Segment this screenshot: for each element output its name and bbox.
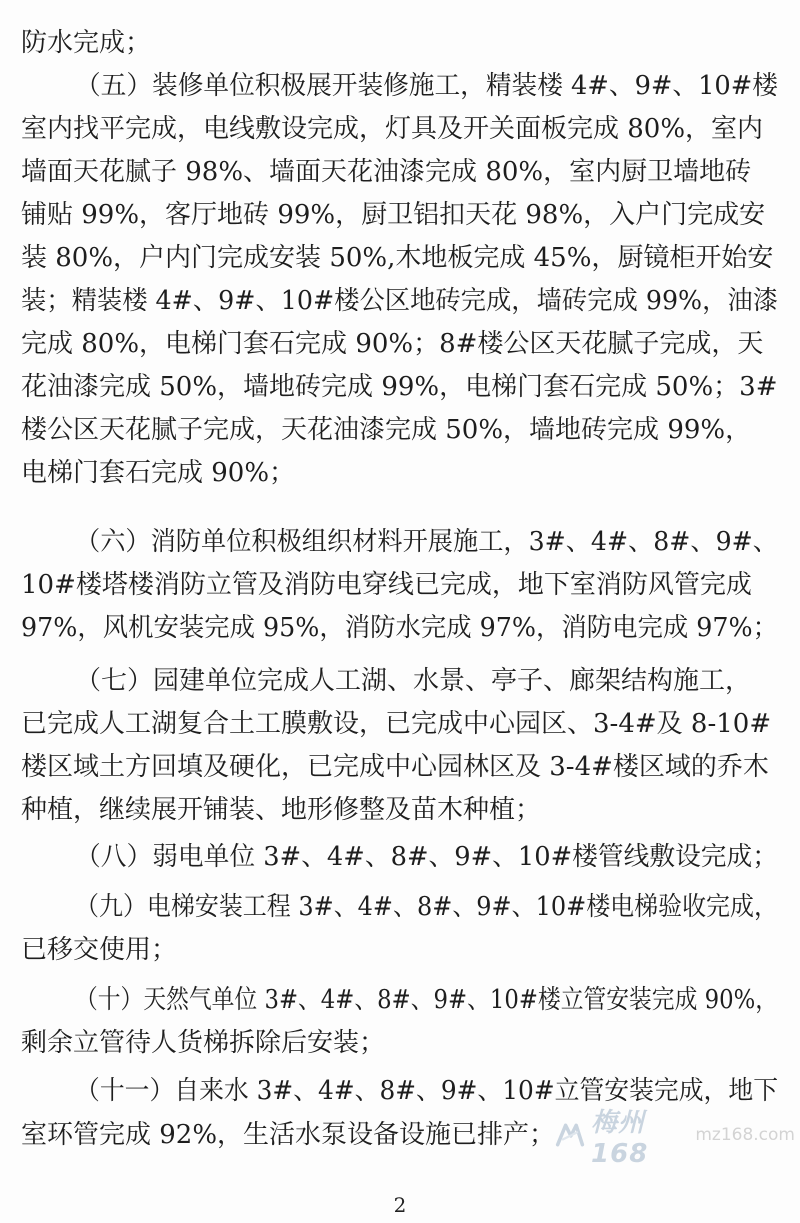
text-line <box>21 1018 800 1068</box>
text-line-content: 楼公区天花腻子完成，天花油漆完成 50%，墙地砖完成 99%， <box>21 415 752 445</box>
text-line-content: （六）消防单位积极组织材料开展施工，3#、4#、8#、9#、 <box>75 527 778 557</box>
text-line-content: 完成 80%，电梯门套石完成 90%；8#楼公区天花腻子完成，天 <box>21 329 764 359</box>
text-line <box>21 603 800 653</box>
text-line-content: 剩余立管待人货梯拆除后安装； <box>21 1028 386 1058</box>
text-line-content: 10#楼塔楼消防立管及消防电穿线已完成，地下室消防风管完成 <box>21 570 752 600</box>
watermark-site-url: mz168.com <box>695 1125 795 1145</box>
text-line-content: （十）天然气单位 3#、4#、8#、9#、10#楼立管安装完成 90%， <box>75 985 778 1015</box>
text-line-content: 电梯门套石完成 90%； <box>21 458 296 488</box>
text-line-content: 花油漆完成 50%，墙地砖完成 99%，电梯门套石完成 50%；3# <box>21 372 778 402</box>
text-line-content: 装 80%，户内门完成安装 50%,木地板完成 45%，厨镜柜开始安 <box>21 243 774 273</box>
text-line-content: 室环管完成 92%，生活水泵设备设施已排产； <box>21 1120 556 1150</box>
text-line-content: 97%，风机安装完成 95%，消防水完成 97%，消防电完成 97%； <box>21 613 779 643</box>
page-number: 2 <box>393 1193 407 1217</box>
text-line-content: 种植，继续展开铺装、地形修整及苗木种植； <box>21 795 542 825</box>
site-logo-icon <box>555 1120 585 1150</box>
text-line-content: （八）弱电单位 3#、4#、8#、9#、10#楼管线敷设完成； <box>75 842 778 872</box>
text-line-content: 室内找平完成，电线敷设完成，灯具及开关面板完成 80%，室内 <box>21 114 764 144</box>
text-line <box>21 925 800 975</box>
text-line-content: 楼区域土方回填及硬化，已完成中心园林区及 3-4#楼区域的乔木 <box>21 752 769 782</box>
text-line-content: 墙面天花腻子 98%、墙面天花油漆完成 80%，室内厨卫墙地砖 <box>21 157 752 187</box>
site-watermark <box>555 1107 795 1169</box>
text-line <box>21 448 800 498</box>
text-line-content: （十一）自来水 3#、4#、8#、9#、10#立管安装完成，地下 <box>75 1076 779 1106</box>
text-line-content: 已移交使用； <box>21 935 178 965</box>
text-line <box>21 785 800 835</box>
text-line <box>75 1066 800 1116</box>
text-line-content: 防水完成； <box>21 28 152 58</box>
watermark-site-name: 梅州168 <box>591 1107 649 1169</box>
text-line-content: 装；精装楼 4#、9#、10#楼公区地砖完成，墙砖完成 99%，油漆 <box>21 286 778 316</box>
text-line <box>75 832 800 882</box>
text-line-content: 铺贴 99%，客厅地砖 99%，厨卫铝扣天花 98%，入户门完成安 <box>21 200 766 230</box>
text-line-content: 已完成人工湖复合土工膜敷设，已完成中心园区、3-4#及 8-10# <box>21 709 772 739</box>
text-line-content: （五）装修单位积极展开装修施工，精装楼 4#、9#、10#楼 <box>75 71 778 101</box>
text-line-content: （九）电梯安装工程 3#、4#、8#、9#、10#楼电梯验收完成， <box>75 892 778 922</box>
text-line-content: （七）园建单位完成人工湖、水景、亭子、廊架结构施工， <box>75 666 752 696</box>
